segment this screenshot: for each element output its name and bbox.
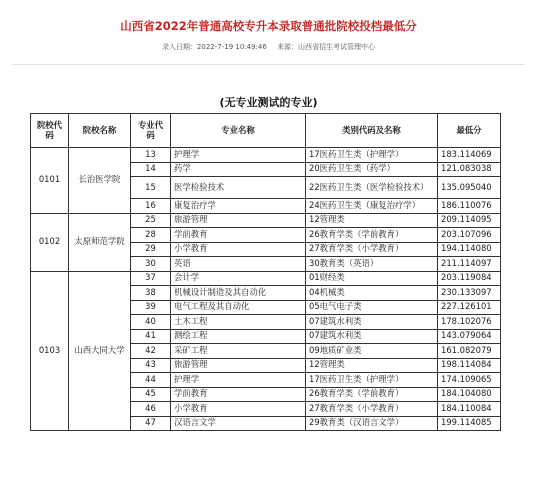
min-score-cell: 227.126101 [438, 300, 501, 315]
major-name-cell: 旅游管理 [171, 358, 306, 373]
min-score-cell: 135.095040 [438, 177, 501, 199]
major-code-cell: 37 [131, 271, 171, 286]
min-score-cell: 194.114080 [438, 242, 501, 257]
major-code-cell: 13 [131, 148, 171, 163]
min-score-cell: 203.107096 [438, 228, 501, 243]
major-code-cell: 16 [131, 199, 171, 214]
page-title: 山西省2022年普通高校专升本录取普通批院校投档最低分 [120, 19, 417, 33]
major-name-cell: 采矿工程 [171, 344, 306, 359]
school-name-cell: 长治医学院 [69, 148, 131, 214]
header-category: 类别代码及名称 [306, 114, 438, 148]
major-name-cell: 汉语言文学 [171, 416, 306, 431]
category-cell: 20医药卫生类（药学） [306, 162, 438, 177]
category-cell: 17医药卫生类（护理学） [306, 148, 438, 163]
major-code-cell: 46 [131, 402, 171, 417]
header-major-code: 专业代码 [131, 114, 171, 148]
category-cell: 05电气电子类 [306, 300, 438, 315]
category-cell: 26教育学类（学前教育） [306, 228, 438, 243]
school-name-cell: 太原师范学院 [69, 213, 131, 271]
major-code-cell: 29 [131, 242, 171, 257]
min-score-cell: 184.104080 [438, 387, 501, 402]
entry-date: 录入日期：2022-7-19 10:49:46 [161, 43, 267, 51]
major-code-cell: 28 [131, 228, 171, 243]
header-school-code: 院校代码 [31, 114, 69, 148]
category-cell: 24医药卫生类（康复治疗学） [306, 199, 438, 214]
category-cell: 27教育学类（小学教育） [306, 242, 438, 257]
major-code-cell: 25 [131, 213, 171, 228]
min-score-cell: 230.133097 [438, 286, 501, 301]
category-cell: 27教育学类（小学教育） [306, 402, 438, 417]
table-row [31, 271, 501, 286]
min-score-cell: 184.110084 [438, 402, 501, 417]
category-cell: 09地质矿业类 [306, 344, 438, 359]
admission-score-table [30, 113, 501, 431]
major-name-cell: 学前教育 [171, 228, 306, 243]
section-title: (无专业测试的专业) [219, 96, 318, 109]
min-score-cell: 211.114097 [438, 257, 501, 272]
min-score-cell: 186.110076 [438, 199, 501, 214]
major-name-cell: 小学教育 [171, 402, 306, 417]
major-name-cell: 土木工程 [171, 315, 306, 330]
min-score-cell: 198.114084 [438, 358, 501, 373]
header-major-name: 专业名称 [171, 114, 306, 148]
major-name-cell: 测绘工程 [171, 329, 306, 344]
major-name-cell: 电气工程及其自动化 [171, 300, 306, 315]
major-code-cell: 47 [131, 416, 171, 431]
major-name-cell: 学前教育 [171, 387, 306, 402]
category-cell: 12管理类 [306, 213, 438, 228]
min-score-cell: 199.114085 [438, 416, 501, 431]
category-cell: 29教育类（汉语言文学） [306, 416, 438, 431]
major-code-cell: 38 [131, 286, 171, 301]
major-code-cell: 41 [131, 329, 171, 344]
min-score-cell: 183.114069 [438, 148, 501, 163]
divider [12, 64, 525, 65]
major-code-cell: 39 [131, 300, 171, 315]
major-name-cell: 小学教育 [171, 242, 306, 257]
table-row [31, 148, 501, 163]
category-cell: 01财经类 [306, 271, 438, 286]
school-code-cell: 0101 [31, 148, 69, 214]
table-body [31, 148, 501, 431]
table-header-row [31, 114, 501, 148]
min-score-cell: 143.079064 [438, 329, 501, 344]
min-score-cell: 121.083038 [438, 162, 501, 177]
article-meta [0, 42, 537, 52]
major-code-cell: 40 [131, 315, 171, 330]
major-name-cell: 英语 [171, 257, 306, 272]
major-name-cell: 护理学 [171, 373, 306, 388]
major-code-cell: 30 [131, 257, 171, 272]
major-name-cell: 护理学 [171, 148, 306, 163]
school-code-cell: 0103 [31, 271, 69, 431]
major-code-cell: 43 [131, 358, 171, 373]
major-code-cell: 15 [131, 177, 171, 199]
source: 来源：山西省招生考试管理中心 [277, 43, 376, 51]
school-code-cell: 0102 [31, 213, 69, 271]
major-name-cell: 药学 [171, 162, 306, 177]
major-name-cell: 医学检验技术 [171, 177, 306, 199]
major-name-cell: 康复治疗学 [171, 199, 306, 214]
header-min-score: 最低分 [438, 114, 501, 148]
major-code-cell: 45 [131, 387, 171, 402]
category-cell: 26教育学类（学前教育） [306, 387, 438, 402]
min-score-cell: 174.109065 [438, 373, 501, 388]
min-score-cell: 203.119084 [438, 271, 501, 286]
min-score-cell: 178.102076 [438, 315, 501, 330]
category-cell: 22医药卫生类（医学检验技术） [306, 177, 438, 199]
major-name-cell: 会计学 [171, 271, 306, 286]
school-name-cell: 山西大同大学 [69, 271, 131, 431]
header-school-name: 院校名称 [69, 114, 131, 148]
major-name-cell: 机械设计制造及其自动化 [171, 286, 306, 301]
table-row [31, 213, 501, 228]
category-cell: 04机械类 [306, 286, 438, 301]
min-score-cell: 161.082079 [438, 344, 501, 359]
major-code-cell: 14 [131, 162, 171, 177]
major-code-cell: 42 [131, 344, 171, 359]
major-name-cell: 旅游管理 [171, 213, 306, 228]
major-code-cell: 44 [131, 373, 171, 388]
min-score-cell: 209.114095 [438, 213, 501, 228]
category-cell: 30教育类（英语） [306, 257, 438, 272]
category-cell: 07建筑水利类 [306, 315, 438, 330]
category-cell: 17医药卫生类（护理学） [306, 373, 438, 388]
category-cell: 12管理类 [306, 358, 438, 373]
category-cell: 07建筑水利类 [306, 329, 438, 344]
